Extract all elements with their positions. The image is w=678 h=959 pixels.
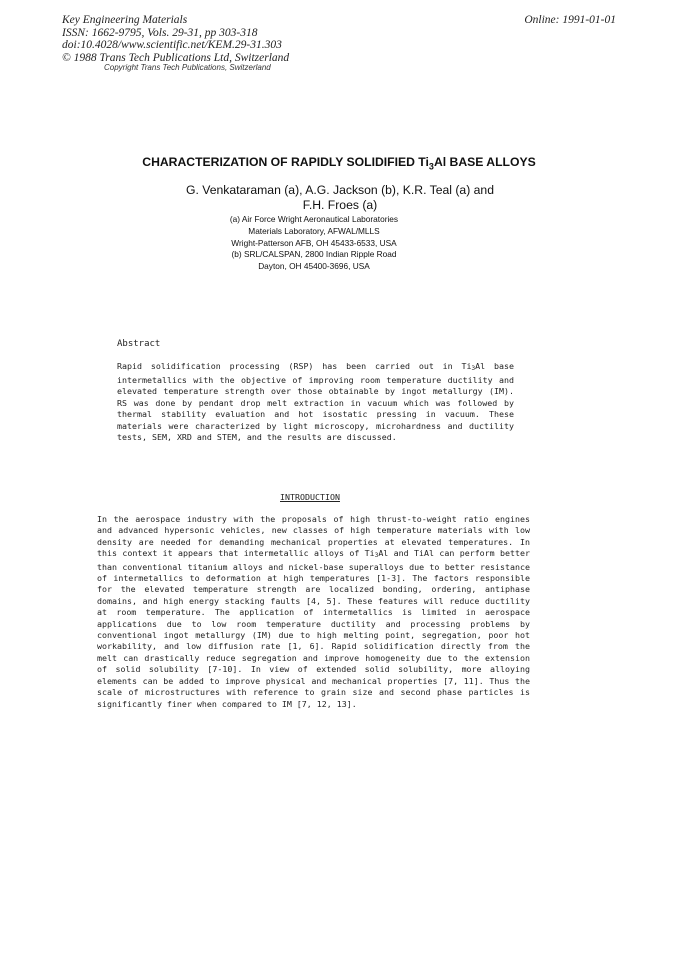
copyright-stamp: Copyright Trans Tech Publications, Switzerland bbox=[104, 63, 271, 72]
introduction-body bbox=[97, 514, 530, 710]
abstract-text-end: Al base intermetallics with the objective of improving room temperature ductility and elevated temperature strength over those obtainable by ingot metallurgy (IM). RS was done by pendant drop melt extraction in vacuum which was followed by thermal stability evaluation and hot isostatic pressing in vacuum. These materials were characterized by light microscopy, microhardness and ductility tests, SEM, XRD and STEM, and the results are discussed. bbox=[117, 361, 514, 442]
author-line-2: F.H. Froes (a) bbox=[302, 198, 378, 212]
affiliation-line: Materials Laboratory, AFWAL/MLLS bbox=[248, 225, 380, 236]
affiliation-line: (a) Air Force Wright Aeronautical Laboratories bbox=[229, 214, 399, 224]
copyright-line: © 1988 Trans Tech Publications Ltd, Switzerland bbox=[62, 51, 290, 64]
abstract-text-start: Rapid solidification processing (RSP) has been carried out in Ti bbox=[117, 361, 472, 371]
affiliations bbox=[0, 214, 628, 273]
doi-line: doi:10.4028/www.scientific.net/KEM.29-31.303 bbox=[62, 39, 282, 52]
abstract-heading: Abstract bbox=[117, 339, 161, 349]
title-text-end: Al BASE ALLOYS bbox=[433, 155, 536, 169]
issn-line: ISSN: 1662-9795, Vols. 29-31, pp 303-318 bbox=[62, 26, 258, 39]
introduction-heading: INTRODUCTION bbox=[280, 492, 340, 502]
journal-header bbox=[62, 14, 289, 64]
abstract-subscript: 3 bbox=[471, 365, 476, 372]
abstract-body bbox=[117, 361, 514, 444]
journal-name: Key Engineering Materials bbox=[62, 14, 188, 26]
affiliation-line: (b) SRL/CALSPAN, 2800 Indian Ripple Road bbox=[231, 249, 397, 260]
author-line-1: G. Venkataraman (a), A.G. Jackson (b), K.R. Teal (a) and bbox=[186, 183, 494, 197]
intro-subscript: 3 bbox=[374, 552, 379, 560]
online-date: Online: 1991-01-01 bbox=[524, 14, 616, 26]
author-list bbox=[120, 183, 560, 213]
affiliation-line: Dayton, OH 45400-3696, USA bbox=[258, 261, 370, 272]
paper-title bbox=[0, 155, 678, 171]
affiliation-line: Wright-Patterson AFB, OH 45433-6533, USA bbox=[231, 237, 397, 248]
title-subscript: 3 bbox=[428, 161, 434, 172]
intro-text-end: Al and TiAl can perform better than conventional titanium alloys and nickel-base superalloys due to better resistance of intermetallics to deformation at high temperatures [1-3]. The factors responsible for the elevated temperature strength are localized bonding, ordering, antiphase domains, and high energy stacking faults [4, 5]. These features will reduce ductility at room temperature. The application of intermetallics is limited in aerospace applications due to low room temperature ductility and processing problems by conventional ingot metallurgy (IM) due to high melting point, segregation, poor hot workability, and low diffusion rate [1, 6]. Rapid solidification directly from the melt can drastically reduce segregation and improve homogeneity due to the extension of solid solubility [7-10]. In view of extended solid solubility, more alloying elements can be added to improve physical and mechanical properties [7, 11]. Thus the scale of microstructures with reference to grain size and second phase particles is significantly finer when compared to IM [7, 12, 13]. bbox=[97, 548, 531, 709]
intro-text-start: In the aerospace industry with the proposals of high thrust-to-weight ratio engines and advanced hypersonic vehicles, new classes of high temperature materials with low density are needed for demanding mechanical properties at elevated temperatures. In this context it appears that intermetallic alloys of Ti bbox=[97, 514, 530, 559]
title-text-start: CHARACTERIZATION OF RAPIDLY SOLIDIFIED Ti bbox=[142, 155, 429, 169]
